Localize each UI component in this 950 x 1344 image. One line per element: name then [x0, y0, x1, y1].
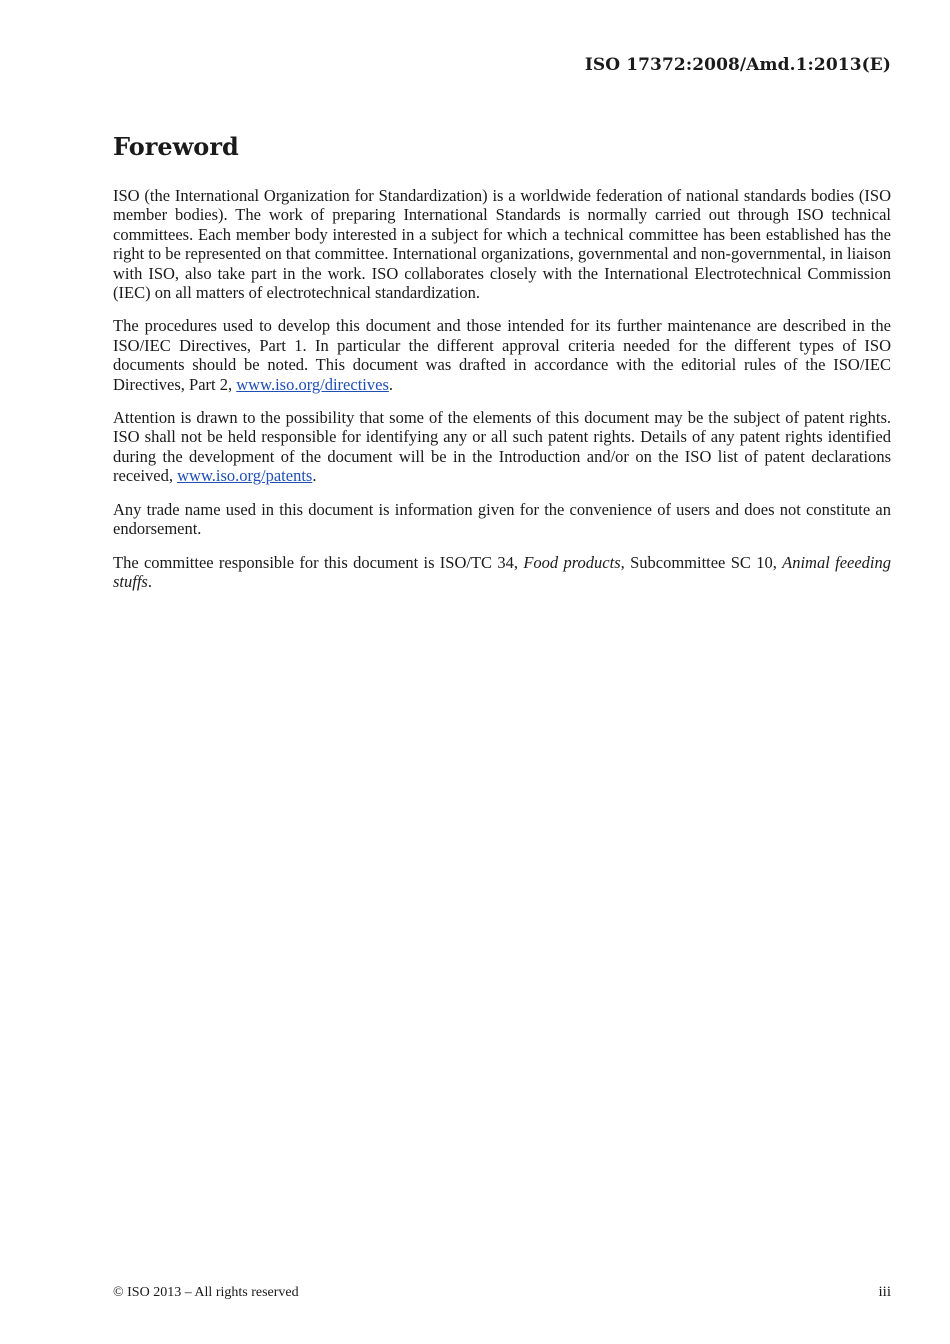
paragraph-text: ISO (the International Organization for Standardization) is a worldwide federation of national standards bodies (ISO member bodies). The work of preparing International Standards is normally carried out through ISO technical committees. Each member body interested in a subject for which a technical committee has been established has the right to be represented on that committee. International organizations, governmental and non-governmental, in liaison with ISO, also take part in the work. ISO collaborates closely with the International Electrotechnical Commission (IEC) on all matters of electrotechnical standardization. — [113, 186, 891, 303]
paragraph-iso-organization — [113, 186, 891, 302]
paragraph-text: The committee responsible for this document is ISO/TC 34, — [113, 552, 524, 572]
paragraph-text: The procedures used to develop this document and those intended for its further maintenance are described in the ISO/IEC Directives, Part 1. In particular the different approval criteria needed for the different types of ISO documents should be noted. This document was drafted in accordance with the editorial rules of the ISO/IEC Directives, Part 2, — [113, 316, 891, 394]
paragraph-end: . — [147, 571, 152, 591]
directives-link[interactable]: www.iso.org/directives — [236, 374, 389, 394]
copyright-footer: © ISO 2013 – All rights reserved — [113, 1285, 299, 1300]
document-id-header: ISO 17372:2008/Amd.1:2013(E) — [584, 55, 891, 75]
foreword-body — [113, 186, 891, 605]
page-title: Foreword — [113, 132, 239, 161]
paragraph-text: Any trade name used in this document is information given for the convenience of users and does not constitute an endorsement. — [113, 499, 891, 539]
paragraph-text: , Subcommittee SC 10, — [620, 552, 783, 572]
paragraph-committee — [113, 553, 891, 592]
paragraph-end: . — [312, 466, 317, 486]
paragraph-text: Attention is drawn to the possibility that some of the elements of this document may be the subject of patent rights. ISO shall not be held responsible for identifying any or all such patent rights. Details of any patent rights identified during the development of the document will be in the Introduction and/or on the ISO list of patent declarations received, — [113, 408, 891, 486]
paragraph-procedures — [113, 316, 891, 394]
paragraph-end: . — [388, 374, 393, 394]
subcommittee-name: Animal feeeding stuffs — [113, 552, 892, 591]
patents-link[interactable]: www.iso.org/patents — [177, 466, 313, 486]
paragraph-patent-rights — [113, 408, 891, 486]
committee-name: Food products — [523, 552, 621, 572]
paragraph-trade-name — [113, 500, 891, 539]
page-number: iii — [878, 1284, 891, 1300]
